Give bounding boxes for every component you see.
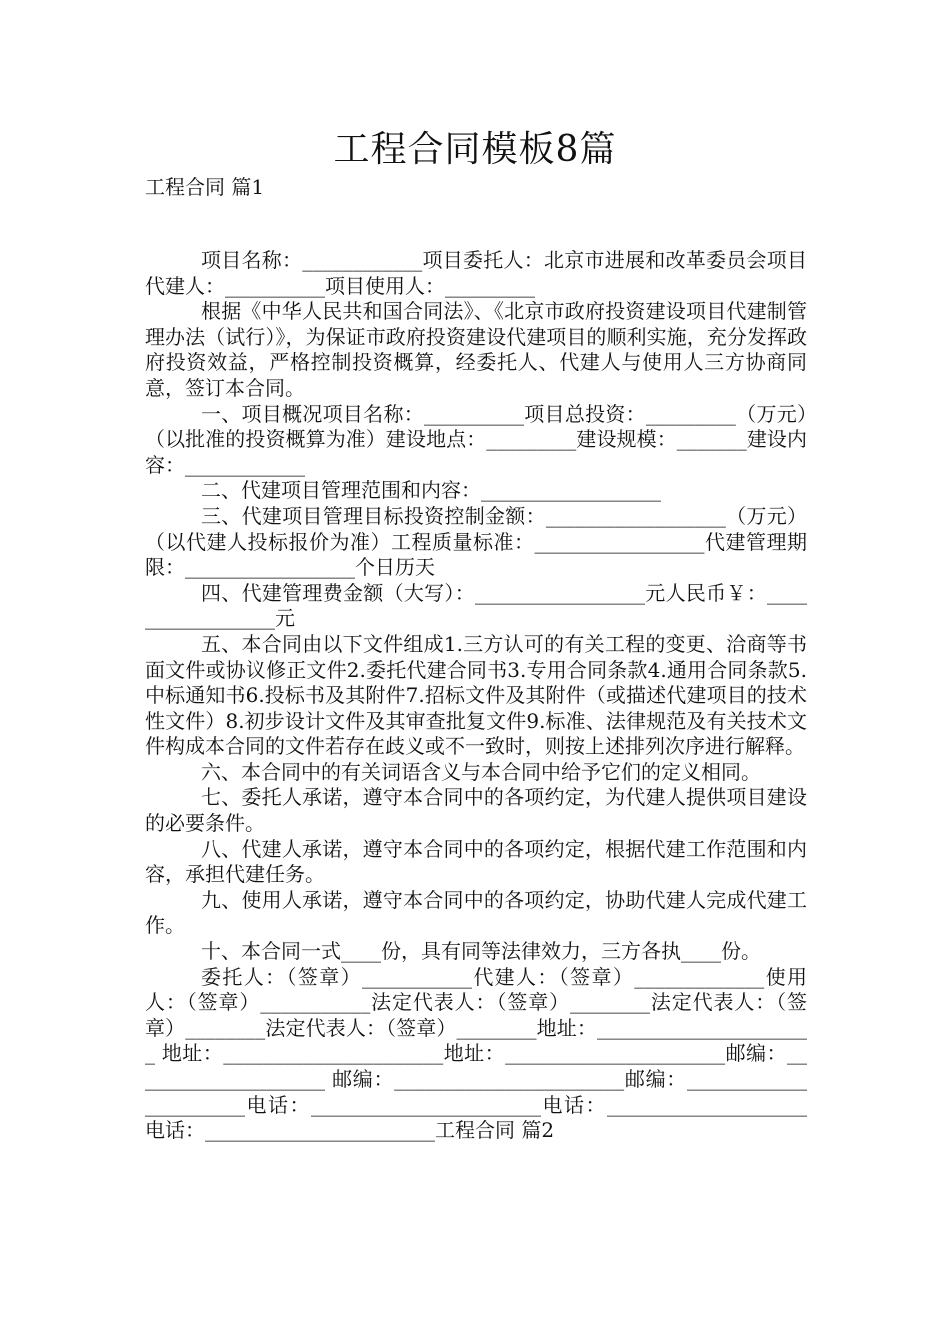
paragraph-clause-1: 一、项目概况项目名称：__________项目总投资：_________（万元）（以批准的投资概算为准）建设地点：_________建设规模：_______建设内容：____________ [145,401,807,477]
document-title: 工程合同模板8篇 [333,129,617,170]
paragraph-clause-3: 三、代建项目管理目标投资控制金额：__________________（万元）（以代建人投标报价为准）工程质量标准：_________________代建管理期限：_________________个日历天 [145,503,807,580]
paragraph-clause-10: 十、本合同一式____份，具有同等法律效力，三方各执____份。 [201,939,761,964]
paragraph-clause-8: 八、代建人承诺，遵守本合同中的各项约定，根据代建工作范围和内容，承担代建任务。 [145,836,807,887]
paragraph-project-info: 项目名称：____________项目委托人：北京市进展和改革委员会项目代建人：__________项目使用人：_________ [145,248,807,298]
paragraph-clause-5: 五、本合同由以下文件组成1.三方认可的有关工程的变更、洽商等书面文件或协议修正文件2.委托代建合同书3.专用合同条款4.通用合同条款5.中标通知书6.投标书及其附件7.招标文件及其附件（或描述代建项目的技术性文件）8.初步设计文件及其审查批复文件9.标准、法律规范及有关技术文件构成本合同的文件若存在歧义或不一致时，则按上述排列次序进行解释。 [145,631,807,759]
section-heading: 工程合同 篇1 [145,175,265,199]
contract-body [145,248,807,1144]
paragraph-clause-6: 六、本合同中的有关词语含义与本合同中给予它们的定义相同。 [201,759,761,784]
paragraph-clause-7: 七、委托人承诺，遵守本合同中的各项约定，为代建人提供项目建设的必要条件。 [145,785,807,836]
paragraph-signatures: 委托人：（签章）___________代建人：（签章）_____________使用人：（签章）___________法定代表人：（签章）________法定代表人：（签章）________法定代表人：（签章）________地址：______________________ 地址：______________________地址：______________________邮编：____________________ 邮编：_______________________邮编：______________________电话：_______________________电话：____________________ 电话：_______________________工程合同 篇2 [145,964,807,1143]
paragraph-clause-2: 二、代建项目管理范围和内容：__________________ [201,478,661,503]
paragraph-clause-9: 九、使用人承诺，遵守本合同中的各项约定，协助代建人完成代建工作。 [145,887,807,938]
paragraph-clause-4: 四、代建管理费金额（大写）：_________________元人民币￥：_________________元 [145,580,807,631]
paragraph-preamble: 根据《中华人民共和国合同法》、《北京市政府投资建设项目代建制管理办法（试行）》，为保证市政府投资建设代建项目的顺利实施，充分发挥政府投资效益，严格控制投资概算，经委托人、代建人与使用人三方协商同意，签订本合同。 [145,299,807,400]
